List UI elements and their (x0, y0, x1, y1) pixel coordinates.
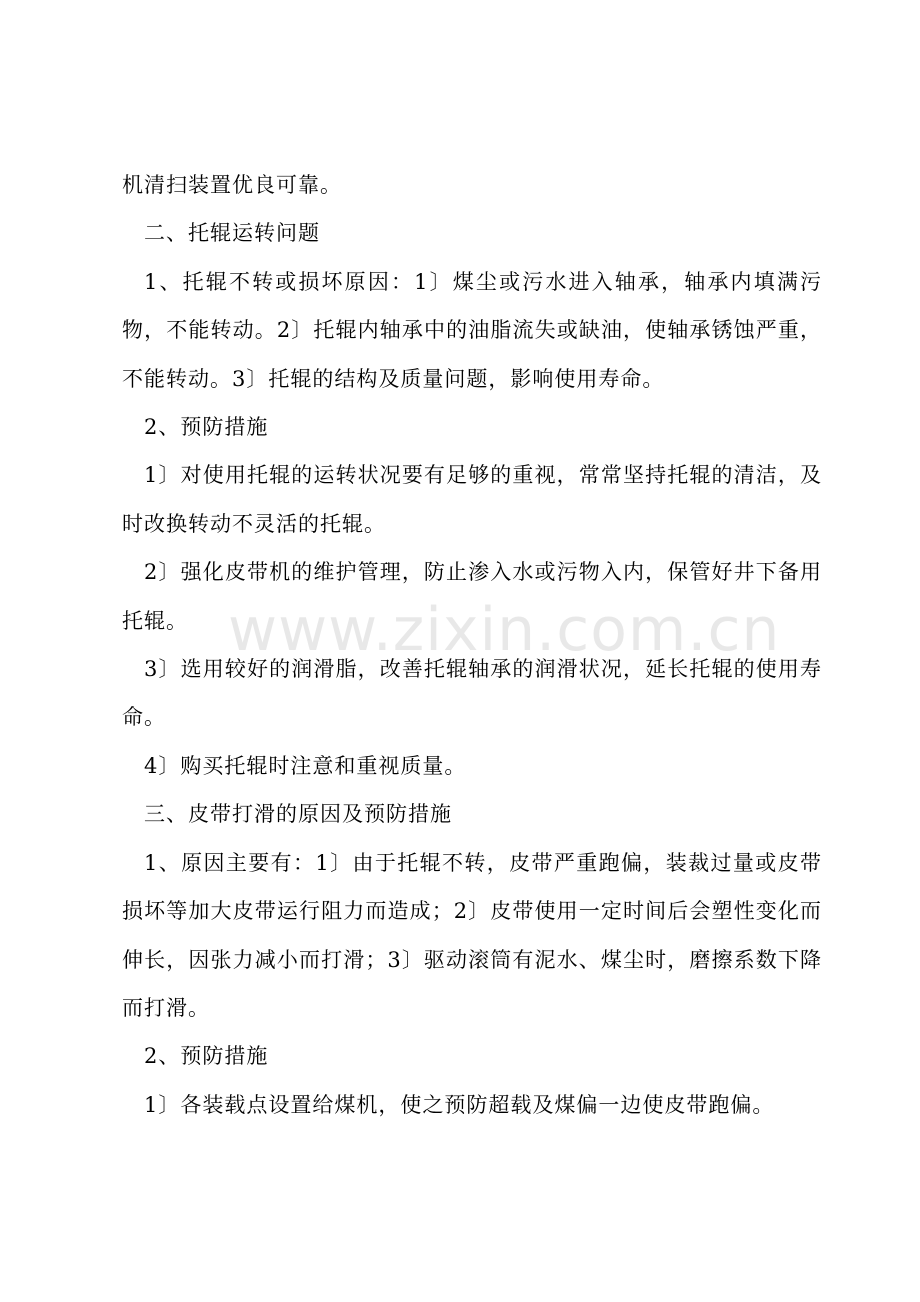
paragraph-measure-4: 4〕购买托辊时注意和重视质量。 (144, 753, 467, 778)
document-body (122, 161, 822, 1129)
section-heading-belt-slip: 三、皮带打滑的原因及预防措施 (144, 802, 452, 827)
paragraph-idler-failure-causes: 1、托辊不转或损坏原因：1〕煤尘或污水进入轴承，轴承内填满污物，不能转动。2〕托辊内轴承中的油脂流失或缺油，使轴承锈蚀严重，不能转动。3〕托辊的结构及质量问题，影响使用寿命。 (122, 269, 822, 391)
subheading-prevention-measures-2: 2、预防措施 (144, 1044, 269, 1069)
paragraph-continuation: 机清扫装置优良可靠。 (122, 173, 342, 197)
subheading-prevention-measures: 2、预防措施 (144, 415, 269, 440)
watermark-logo: www.zixin.com.cn (228, 595, 781, 665)
section-heading-idler-operation: 二、托辊运转问题 (144, 221, 320, 246)
paragraph-slip-measure-1: 1〕各装载点设置给煤机，使之预防超载及煤偏一边使皮带跑偏。 (144, 1092, 775, 1117)
paragraph-measure-1: 1〕对使用托辊的运转状况要有足够的重视，常常坚持托辊的清洁，及时改换转动不灵活的托辊。 (122, 463, 822, 536)
paragraph-measure-3: 3〕选用较好的润滑脂，改善托辊轴承的润滑状况，延长托辊的使用寿命。 (122, 657, 822, 730)
paragraph-slip-causes: 1、原因主要有：1〕由于托辊不转，皮带严重跑偏，装裁过量或皮带损坏等加大皮带运行阻力而造成；2〕皮带使用一定时间后会塑性变化而伸长，因张力减小而打滑；3〕驱动滚筒有泥水、煤尘时，磨擦系数下降而打滑。 (122, 850, 822, 1020)
paragraph-measure-2: 2〕强化皮带机的维护管理，防止渗入水或污物入内，保管好井下备用托辊。 (122, 560, 822, 633)
